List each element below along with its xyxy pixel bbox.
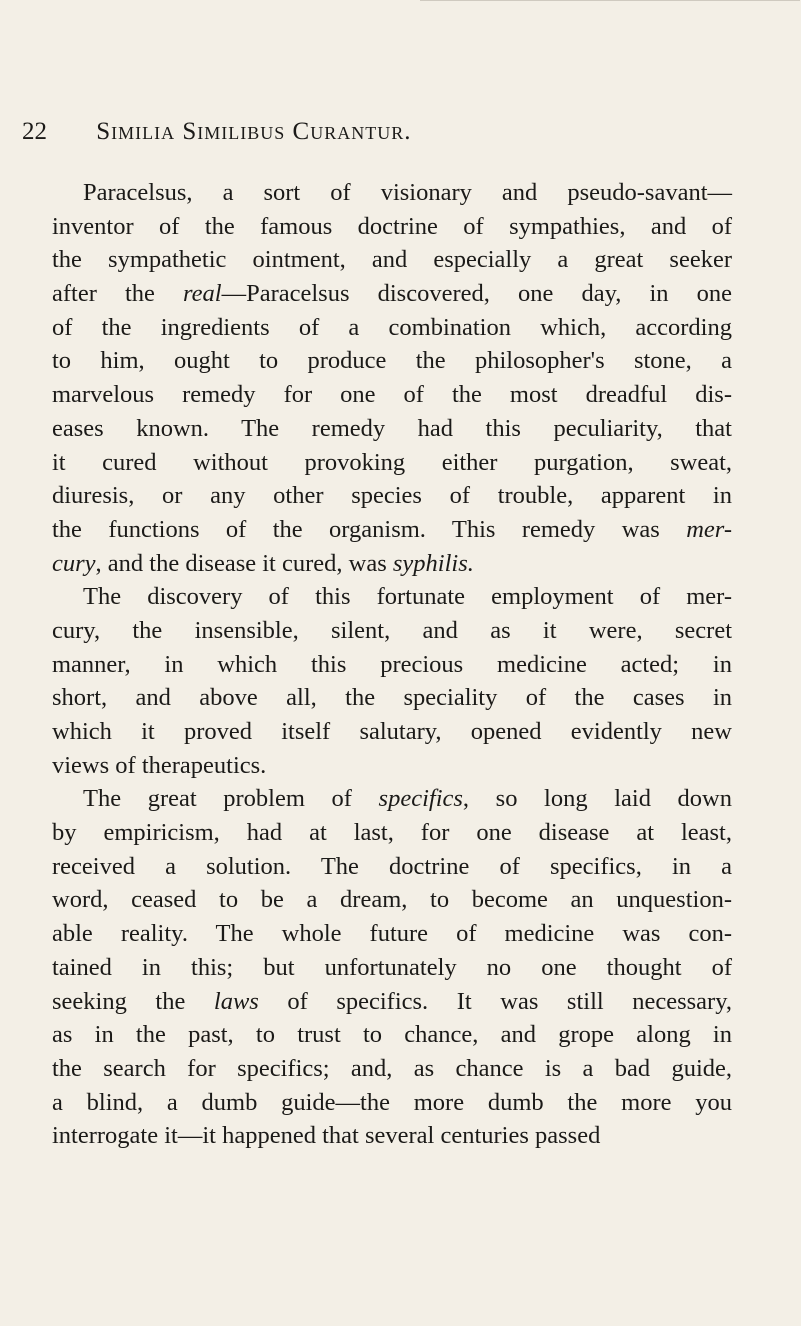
text-line — [52, 378, 732, 412]
italic-text: syphilis. — [392, 549, 474, 577]
text-line — [52, 176, 732, 210]
page-number: 22 — [22, 118, 47, 145]
text-line — [52, 917, 732, 951]
text-segment: eases known. The remedy had this peculiarity, that — [52, 414, 732, 442]
text-segment: cury, the insensible, silent, and as it were, secret — [52, 616, 732, 644]
text-line — [52, 782, 732, 816]
paragraph — [52, 580, 732, 782]
italic-text: cury — [52, 549, 96, 577]
text-segment: inventor of the famous doctrine of sympathies, and of — [52, 212, 732, 240]
text-segment: the sympathetic ointment, and especially a great seeker — [52, 246, 732, 274]
body-text — [52, 176, 732, 1153]
text-line — [52, 816, 732, 850]
text-line — [52, 547, 732, 581]
text-segment: seeking the — [52, 987, 214, 1015]
text-segment: of specifics. It was still necessary, — [258, 987, 732, 1015]
text-segment: marvelous remedy for one of the most dreadful dis- — [52, 381, 732, 409]
text-line — [52, 210, 732, 244]
text-segment: interrogate it—it happened that several centuries passed — [52, 1122, 601, 1150]
text-segment: a blind, a dumb guide—the more dumb the more you — [52, 1088, 732, 1116]
text-line — [52, 446, 732, 480]
text-segment: by empiricism, had at last, for one disease at least, — [52, 819, 732, 847]
text-segment: , so long laid down — [462, 785, 732, 813]
text-segment: short, and above all, the speciality of the cases in — [52, 684, 732, 712]
italic-text: real — [183, 280, 222, 308]
text-line — [52, 277, 732, 311]
text-line — [52, 412, 732, 446]
text-line — [52, 243, 732, 277]
text-segment: diuresis, or any other species of trouble, apparent in — [52, 482, 732, 510]
text-line — [52, 985, 732, 1019]
text-segment: it cured without provoking either purgation, sweat, — [52, 448, 732, 476]
text-segment: manner, in which this precious medicine acted; in — [52, 650, 732, 678]
text-line — [52, 715, 732, 749]
text-line — [52, 951, 732, 985]
text-line — [52, 1052, 732, 1086]
text-line — [52, 1086, 732, 1120]
paragraph — [52, 782, 732, 1153]
text-segment: of the ingredients of a combination which, according — [52, 313, 732, 341]
italic-text: mer- — [686, 515, 732, 543]
text-line — [52, 479, 732, 513]
text-segment: Paracelsus, a sort of visionary and pseudo-savant— — [83, 179, 732, 206]
text-line — [52, 344, 732, 378]
text-line — [52, 580, 732, 614]
page-edge-line — [420, 0, 800, 1]
text-line — [52, 681, 732, 715]
text-line — [52, 614, 732, 648]
text-segment: word, ceased to be a dream, to become an unquestion- — [52, 886, 732, 914]
text-segment: received a solution. The doctrine of specifics, in a — [52, 852, 732, 880]
running-title: Similia Similibus Curantur. — [96, 118, 412, 145]
text-segment: as in the past, to trust to chance, and grope along in — [52, 1021, 732, 1049]
text-segment: after the — [52, 280, 184, 308]
text-line — [52, 749, 732, 783]
text-line — [52, 311, 732, 345]
text-segment: tained in this; but unfortunately no one thought of — [52, 953, 732, 981]
text-segment: , and the disease it cured, was — [95, 549, 393, 577]
text-line — [52, 1119, 732, 1153]
text-segment: The great problem of — [83, 785, 379, 813]
running-head — [22, 114, 782, 150]
text-segment: to him, ought to produce the philosopher's stone, a — [52, 347, 732, 375]
text-line — [52, 513, 732, 547]
text-line — [52, 850, 732, 884]
text-segment: able reality. The whole future of medicine was con- — [52, 920, 732, 948]
text-segment: The discovery of this fortunate employment of mer- — [83, 583, 732, 611]
text-segment: the functions of the organism. This remedy was — [52, 515, 687, 543]
text-line — [52, 1018, 732, 1052]
text-segment: which it proved itself salutary, opened evidently new — [52, 718, 732, 745]
italic-text: laws — [213, 987, 259, 1015]
text-segment: —Paracelsus discovered, one day, in one — [221, 280, 732, 308]
italic-text: specifics — [378, 785, 463, 813]
paragraph — [52, 176, 732, 580]
text-line — [52, 883, 732, 917]
text-line — [52, 648, 732, 682]
text-segment: views of therapeutics. — [52, 751, 267, 779]
text-segment: the search for specifics; and, as chance is a bad guide, — [52, 1054, 732, 1082]
